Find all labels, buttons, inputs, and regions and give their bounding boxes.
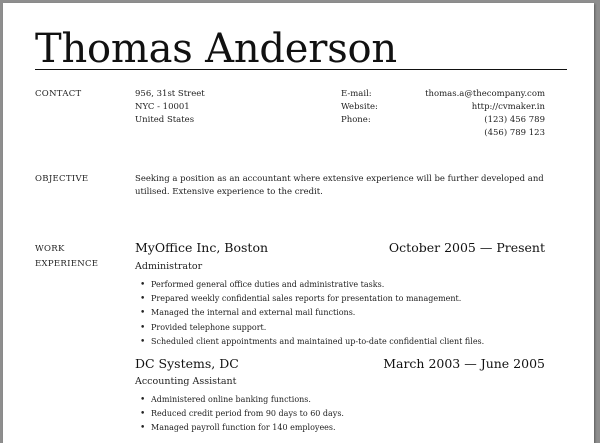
contact-section-label: CONTACT xyxy=(35,89,82,99)
job-role: Accounting Assistant xyxy=(135,376,237,387)
candidate-name: Thomas Anderson xyxy=(35,26,397,72)
list-item: • Provided telephone support. xyxy=(140,321,484,335)
list-item: • Performed general office duties and administrative tasks. xyxy=(140,278,484,292)
contact-values xyxy=(403,88,545,140)
list-item: • Reduced credit period from 90 days to 60 days. xyxy=(140,407,344,421)
website-key: Website: xyxy=(341,102,378,112)
list-item: • Prepared weekly confidential sales reports for presentation to management. xyxy=(140,292,484,306)
list-item: • Managed payroll function for 140 employees. xyxy=(140,421,344,435)
address-line: United States xyxy=(135,115,195,125)
job-dates: October 2005 — Present xyxy=(388,240,545,255)
work-section-label-line2: EXPERIENCE xyxy=(35,259,99,269)
list-item: • Scheduled client appointments and maintained up-to-date confidential client files. xyxy=(140,335,484,349)
contact-address xyxy=(135,88,205,127)
email-key: E-mail: xyxy=(341,89,372,99)
phone-key: Phone: xyxy=(341,115,371,125)
job-role: Administrator xyxy=(135,261,203,272)
work-section-label-line1: WORK xyxy=(35,244,65,254)
objective-section-label: OBJECTIVE xyxy=(35,174,89,184)
phone-value: (456) 789 123 xyxy=(484,128,545,138)
address-line: NYC - 10001 xyxy=(135,102,190,112)
job-company: MyOffice Inc, Boston xyxy=(135,240,269,255)
contact-keys xyxy=(341,88,378,127)
objective-text: Seeking a position as an accountant where extensive experience will be further developed and utilised. Extensive experience to the credit. xyxy=(135,174,544,197)
job-duties-list xyxy=(140,278,484,349)
job-duties-list xyxy=(140,393,344,436)
job-dates: March 2003 — June 2005 xyxy=(383,356,545,371)
address-line: 956, 31st Street xyxy=(135,89,205,99)
resume-page xyxy=(3,3,594,443)
list-item: • Managed the internal and external mail functions. xyxy=(140,306,484,320)
header-rule xyxy=(35,69,567,70)
phone-value: (123) 456 789 xyxy=(484,115,545,125)
list-item: • Administered online banking functions. xyxy=(140,393,344,407)
website-value[interactable]: http://cvmaker.in xyxy=(471,102,545,112)
job-company: DC Systems, DC xyxy=(135,356,239,371)
email-value[interactable]: thomas.a@thecompany.com xyxy=(425,89,545,99)
